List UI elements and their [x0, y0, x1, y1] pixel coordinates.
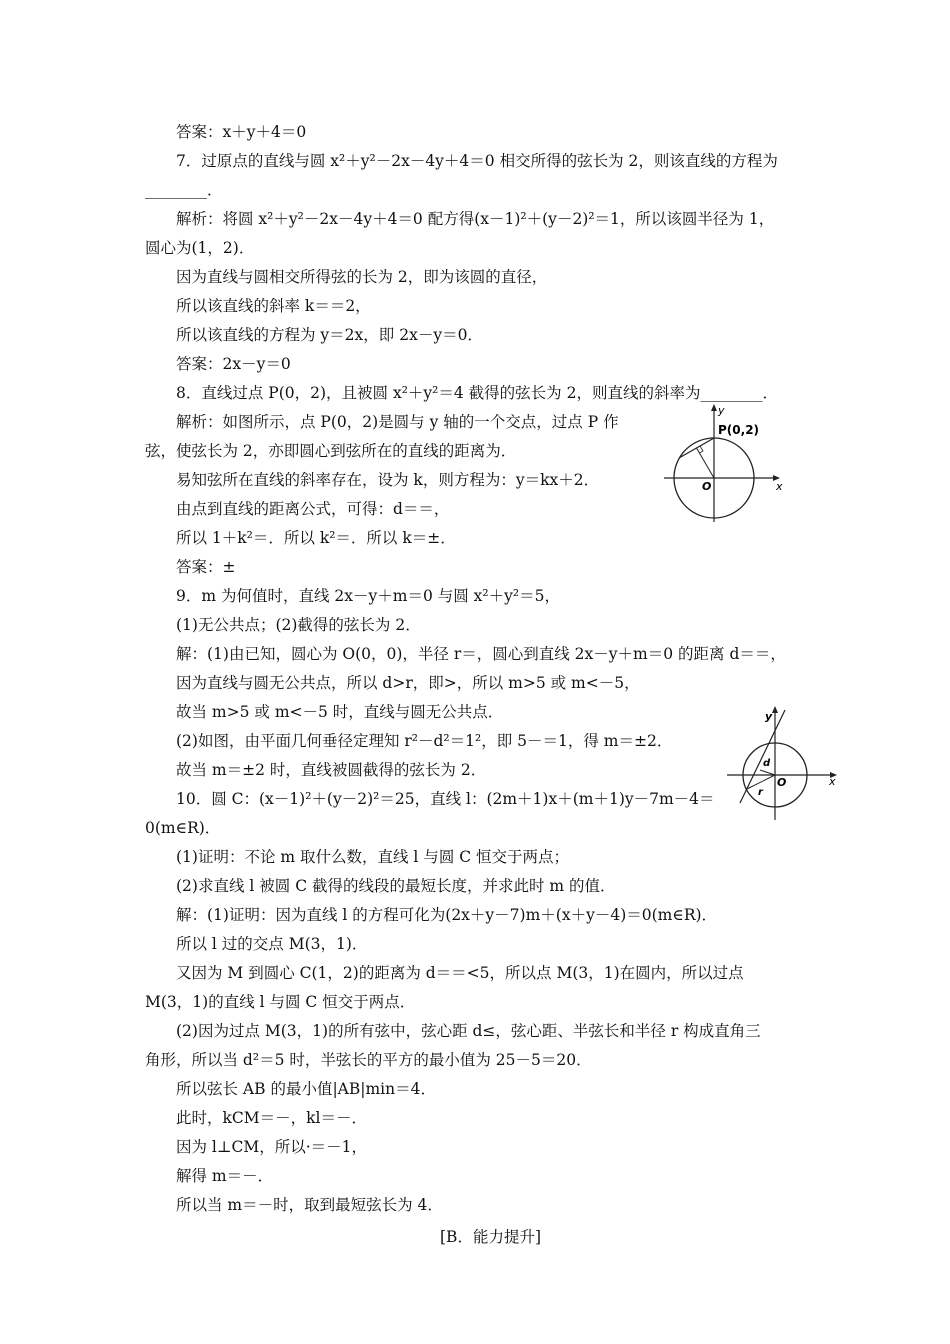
y-axis-label: y	[718, 404, 725, 417]
solution-10-line-11: 所以当 m＝－时，取到最短弦长为 4．	[176, 1196, 443, 1214]
solution-10-line-3: 又因为 M 到圆心 C(1，2)的距离为 d＝＝<5，所以点 M(3，1)在圆内，所以过点	[176, 964, 744, 982]
y-axis-arrow	[772, 706, 778, 713]
solution-10-line-10: 解得 m＝－．	[176, 1167, 274, 1185]
solution-10-line-9: 因为 l⊥CM，所以·＝－1，	[176, 1138, 367, 1156]
question-7: 7．过原点的直线与圆 x²＋y²－2x－4y＋4＝0 相交所得的弦长为 2，则该直线的方程为	[176, 152, 778, 170]
question-10-line-2: 0(m∈R)．	[145, 819, 221, 837]
figure-circle-chord-1	[660, 400, 795, 525]
question-10-part-2: (2)求直线 l 被圆 C 截得的线段的最短长度，并求此时 m 的值．	[176, 877, 616, 895]
solution-10-line-6: 角形，所以当 d²＝5 时，半弦长的平方的最小值为 25－5＝20．	[145, 1051, 592, 1069]
solution-10-line-4: M(3，1)的直线 l 与圆 C 恒交于两点．	[145, 993, 416, 1011]
answer-7: 答案：2x－y＝0	[176, 355, 291, 373]
solution-10-line-5: (2)因为过点 M(3，1)的所有弦中，弦心距 d≤，弦心距、半弦长和半径 r 构成直角三	[176, 1022, 761, 1040]
question-8: 8．直线过点 P(0，2)，且被圆 x²＋y²＝4 截得的弦长为 2，则直线的斜率为________．	[176, 384, 778, 402]
solution-7-line-1: 解析：将圆 x²＋y²－2x－4y＋4＝0 配方得(x－1)²＋(y－2)²＝1，所以该圆半径为 1，	[176, 210, 775, 228]
solution-9-line-1: 解：(1)由已知，圆心为 O(0，0)，半径 r＝，圆心到直线 2x－y＋m＝0 的距离 d＝＝，	[176, 645, 786, 663]
solution-10-line-7: 所以弦长 AB 的最小值|AB|min＝4．	[176, 1080, 436, 1098]
point-p-label: P(0,2)	[718, 423, 760, 437]
x-axis-label: x	[776, 480, 783, 493]
question-7-blank: ________．	[145, 181, 223, 199]
solution-8-line-4: 由点到直线的距离公式，可得：d＝＝，	[176, 500, 450, 518]
question-9-parts: (1)无公共点；(2)截得的弦长为 2．	[176, 616, 421, 634]
distance-segment-d	[760, 770, 775, 775]
solution-7-line-2: 圆心为(1，2)．	[145, 239, 255, 257]
solution-10-line-1: 解：(1)证明：因为直线 l 的方程可化为(2x＋y－7)m＋(x＋y－4)＝0(m∈R)．	[176, 906, 718, 924]
solution-9-line-4: (2)如图，由平面几何垂径定理知 r²－d²＝1²，即 5－＝1，得 m＝±2．	[176, 732, 673, 750]
y-axis-arrow	[711, 404, 717, 411]
origin-label: O	[777, 776, 787, 789]
answer-6: 答案：x＋y＋4＝0	[176, 123, 307, 141]
solution-10-line-8: 此时，kCM＝－，kl＝－．	[176, 1109, 367, 1127]
solution-9-line-2: 因为直线与圆无公共点，所以 d>r，即>，所以 m>5 或 m<－5，	[176, 674, 640, 692]
r-label: r	[758, 787, 763, 798]
distance-segment	[697, 448, 715, 478]
solution-7-line-3: 因为直线与圆相交所得弦的长为 2，即为该圆的直径，	[176, 268, 548, 286]
solution-8-line-3: 易知弦所在直线的斜率存在，设为 k，则方程为：y＝kx＋2．	[176, 471, 600, 489]
d-label: d	[763, 758, 771, 769]
solution-9-line-5: 故当 m＝±2 时，直线被圆截得的弦长为 2．	[176, 761, 487, 779]
solution-8-line-5: 所以 1＋k²＝．所以 k²＝．所以 k＝±．	[176, 529, 456, 547]
solution-7-line-5: 所以该直线的方程为 y＝2x，即 2x－y＝0．	[176, 326, 483, 344]
solution-8-line-2: 弦，使弦长为 2，亦即圆心到弦所在的直线的距离为．	[145, 442, 517, 460]
figure-circle-chord-2	[725, 700, 845, 822]
question-10-part-1: (1)证明：不论 m 取什么数，直线 l 与圆 C 恒交于两点；	[176, 848, 570, 866]
x-axis-label: x	[829, 775, 836, 788]
question-10-line-1: 10．圆 C：(x－1)²＋(y－2)²＝25，直线 l：(2m＋1)x＋(m＋1)y－7m－4＝	[176, 790, 715, 808]
question-9: 9．m 为何值时，直线 2x－y＋m＝0 与圆 x²＋y²＝5，	[176, 587, 560, 605]
solution-9-line-3: 故当 m>5 或 m<－5 时，直线与圆无公共点．	[176, 703, 504, 721]
right-angle-mark	[700, 446, 704, 453]
origin-label: O	[702, 480, 712, 493]
solution-7-line-4: 所以该直线的斜率 k＝＝2，	[176, 297, 371, 315]
y-axis-label: y	[765, 710, 773, 723]
answer-8: 答案：±	[176, 558, 236, 576]
section-heading: [B．能力提升]	[440, 1228, 541, 1246]
solution-10-line-2: 所以 l 过的交点 M(3，1)．	[176, 935, 368, 953]
solution-8-line-1: 解析：如图所示，点 P(0，2)是圆与 y 轴的一个交点，过点 P 作	[176, 413, 619, 431]
